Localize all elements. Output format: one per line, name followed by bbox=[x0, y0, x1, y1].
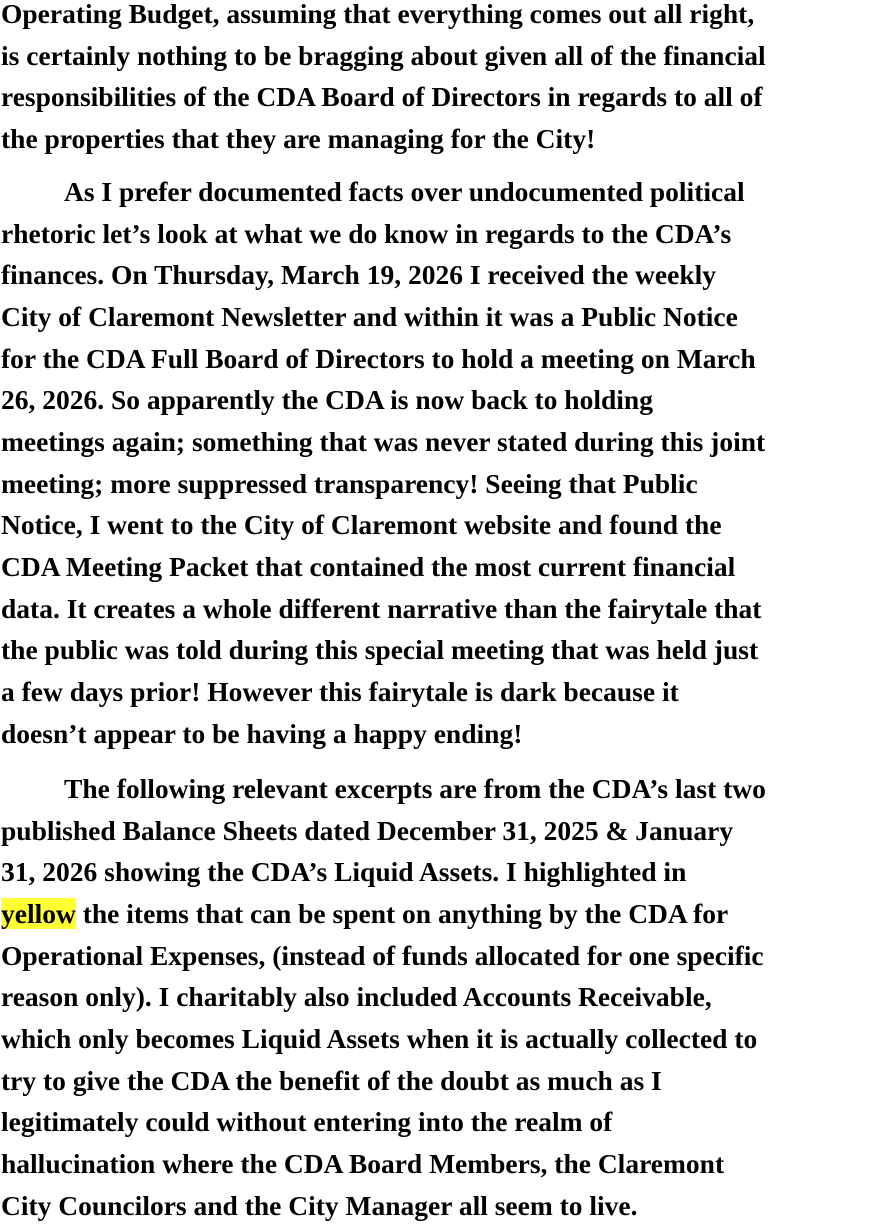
text-line: meetings again; something that was never stated during this joint bbox=[1, 426, 766, 457]
text-line: reason only). I charitably also included Accounts Receivable, bbox=[1, 981, 712, 1012]
text-line: try to give the CDA the benefit of the doubt as much as I bbox=[1, 1065, 662, 1096]
text-line: Operational Expenses, (instead of funds allocated for one specific bbox=[1, 940, 764, 971]
text-line: meeting; more suppressed transparency! Seeing that Public bbox=[1, 468, 698, 499]
text-line: Operating Budget, assuming that everything comes out all right, bbox=[1, 0, 755, 29]
text-line: responsibilities of the CDA Board of Directors in regards to all of bbox=[1, 81, 763, 112]
text-line: rhetoric let’s look at what we do know in regards to the CDA’s bbox=[1, 218, 732, 249]
text-line: As I prefer documented facts over undocumented political bbox=[64, 176, 745, 207]
text-line-highlighted bbox=[1, 893, 728, 935]
text-line: for the CDA Full Board of Directors to hold a meeting on March bbox=[1, 343, 756, 374]
text-line: Notice, I went to the City of Claremont website and found the bbox=[1, 509, 722, 540]
text-line: CDA Meeting Packet that contained the most current financial bbox=[1, 551, 736, 582]
text-line: the public was told during this special meeting that was held just bbox=[1, 634, 759, 665]
text-line: legitimately could without entering into the realm of bbox=[1, 1106, 613, 1137]
text-line-rest: the items that can be spent on anything by the CDA for bbox=[75, 898, 729, 929]
highlighted-word: yellow bbox=[1, 898, 76, 929]
text-line: finances. On Thursday, March 19, 2026 I received the weekly bbox=[1, 259, 716, 290]
text-line: is certainly nothing to be bragging about given all of the financial bbox=[1, 40, 766, 71]
text-line: The following relevant excerpts are from the CDA’s last two bbox=[64, 773, 766, 804]
text-line: which only becomes Liquid Assets when it is actually collected to bbox=[1, 1023, 758, 1054]
text-line: a few days prior! However this fairytale is dark because it bbox=[1, 676, 679, 707]
text-line: hallucination where the CDA Board Members, the Claremont bbox=[1, 1148, 725, 1179]
text-line: doesn’t appear to be having a happy ending! bbox=[1, 718, 523, 749]
text-line: City of Claremont Newsletter and within it was a Public Notice bbox=[1, 301, 738, 332]
text-line: published Balance Sheets dated December 31, 2025 & January bbox=[1, 815, 734, 846]
text-line: 31, 2026 showing the CDA’s Liquid Assets. I highlighted in bbox=[1, 856, 687, 887]
text-line: the properties that they are managing for the City! bbox=[1, 123, 596, 154]
text-line: data. It creates a whole different narrative than the fairytale that bbox=[1, 593, 762, 624]
text-line: City Councilors and the City Manager all seem to live. bbox=[1, 1190, 638, 1221]
text-line: 26, 2026. So apparently the CDA is now back to holding bbox=[1, 384, 653, 415]
